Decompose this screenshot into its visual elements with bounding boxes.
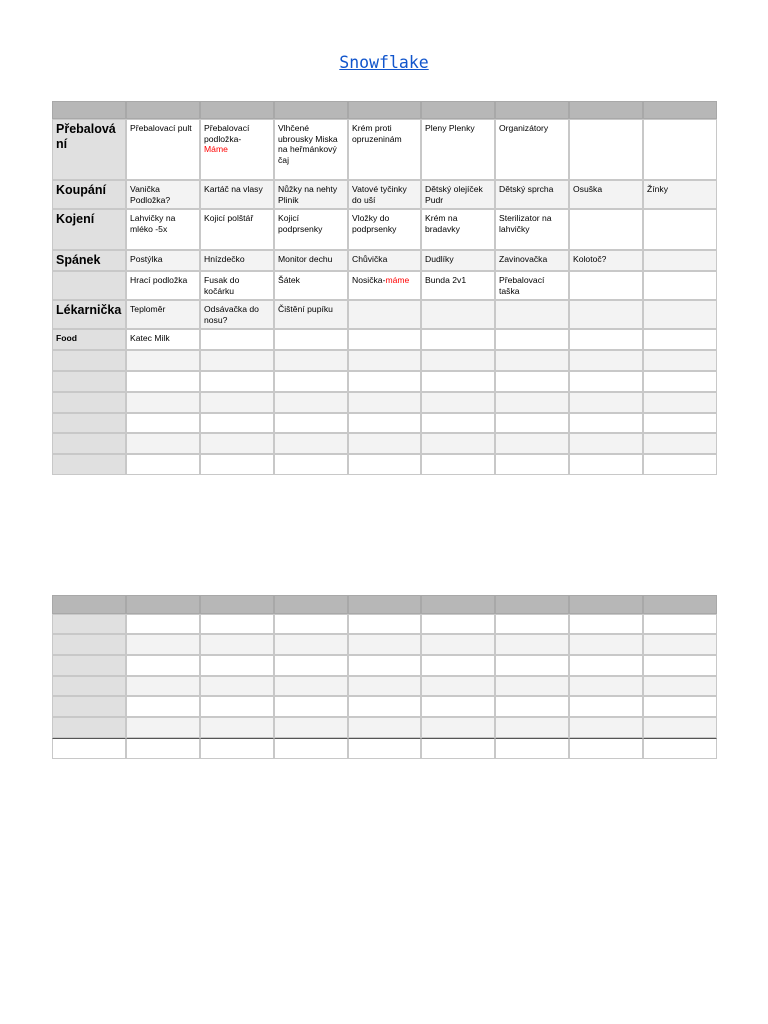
- cell-text: Dětský olejíček Pudr: [425, 184, 483, 205]
- table-cell[interactable]: [348, 329, 421, 350]
- table-cell[interactable]: [643, 209, 717, 250]
- table-cell[interactable]: [569, 250, 643, 271]
- table-cell[interactable]: [348, 433, 421, 454]
- table-cell[interactable]: [348, 180, 421, 209]
- table-cell[interactable]: [421, 454, 495, 475]
- table-cell[interactable]: [274, 271, 348, 300]
- table-cell[interactable]: [643, 454, 717, 475]
- table-cell[interactable]: [569, 119, 643, 180]
- table-cell[interactable]: [274, 454, 348, 475]
- cell-text: Vlhčené ubrousky Miska na heřmánkový čaj: [278, 123, 338, 165]
- table-cell[interactable]: [495, 209, 569, 250]
- table-cell[interactable]: [421, 271, 495, 300]
- table-cell[interactable]: [126, 696, 200, 717]
- cell-text: Šátek: [278, 275, 300, 285]
- table-cell[interactable]: [643, 696, 717, 717]
- table-cell[interactable]: [126, 119, 200, 180]
- cell-text: Přebalovací taška: [499, 275, 545, 296]
- table-cell[interactable]: [643, 634, 717, 655]
- table-cell[interactable]: [495, 433, 569, 454]
- category-label: ní: [56, 137, 68, 151]
- table-cell[interactable]: [274, 634, 348, 655]
- cell-text: Katec Milk: [130, 333, 170, 343]
- table-cell[interactable]: [274, 717, 348, 738]
- row-header[interactable]: [52, 634, 126, 655]
- cell-text: Teploměr: [130, 304, 166, 314]
- table-cell[interactable]: [274, 371, 348, 392]
- table-cell[interactable]: [126, 371, 200, 392]
- table-cell[interactable]: [274, 433, 348, 454]
- category-label: Přebalová: [56, 122, 116, 136]
- table-cell[interactable]: [126, 209, 200, 250]
- table-cell[interactable]: [126, 413, 200, 433]
- table-cell[interactable]: [274, 180, 348, 209]
- table-cell[interactable]: [569, 300, 643, 329]
- table-cell[interactable]: [274, 614, 348, 634]
- column-header: [643, 101, 717, 119]
- table-cell[interactable]: [348, 634, 421, 655]
- table-cell[interactable]: [421, 329, 495, 350]
- column-header: [52, 595, 126, 614]
- table-cell[interactable]: [126, 676, 200, 696]
- table-cell[interactable]: [643, 250, 717, 271]
- table-cell[interactable]: [126, 350, 200, 371]
- table-cell[interactable]: [200, 119, 274, 180]
- cell-text: Chůvička: [352, 254, 388, 264]
- table-cell[interactable]: [569, 696, 643, 717]
- table-cell[interactable]: [348, 454, 421, 475]
- table-cell[interactable]: [569, 350, 643, 371]
- table-cell[interactable]: [421, 717, 495, 738]
- table-cell[interactable]: [643, 433, 717, 454]
- row-header[interactable]: [52, 350, 126, 371]
- table-cell[interactable]: [348, 209, 421, 250]
- table-cell[interactable]: [126, 738, 200, 759]
- column-header: [495, 595, 569, 614]
- cell-text-highlight: Máme: [204, 144, 228, 154]
- table-cell[interactable]: [643, 300, 717, 329]
- table-cell[interactable]: [200, 717, 274, 738]
- column-header: [348, 101, 421, 119]
- table-cell[interactable]: [569, 655, 643, 676]
- cell-text: Kojicí podprsenky: [278, 213, 323, 234]
- table-cell[interactable]: [421, 392, 495, 413]
- column-header: [569, 595, 643, 614]
- table-cell[interactable]: [421, 655, 495, 676]
- table-cell[interactable]: [643, 329, 717, 350]
- cell-text: Lahvičky na mléko -5x: [130, 213, 176, 234]
- table-cell[interactable]: [569, 413, 643, 433]
- table-cell[interactable]: [569, 676, 643, 696]
- table-cell[interactable]: [274, 209, 348, 250]
- cell-text: Kolotoč?: [573, 254, 607, 264]
- table-cell[interactable]: [274, 250, 348, 271]
- table-cell[interactable]: [126, 300, 200, 329]
- table-cell[interactable]: [200, 271, 274, 300]
- table-cell[interactable]: [348, 655, 421, 676]
- table-cell[interactable]: [126, 392, 200, 413]
- table-cell[interactable]: [126, 634, 200, 655]
- table-cell[interactable]: [200, 250, 274, 271]
- column-header: [421, 595, 495, 614]
- row-header[interactable]: [52, 180, 126, 209]
- table-cell[interactable]: [274, 676, 348, 696]
- table-cell[interactable]: [126, 614, 200, 634]
- table-cell[interactable]: [348, 676, 421, 696]
- table-cell[interactable]: [126, 329, 200, 350]
- table-cell[interactable]: [421, 350, 495, 371]
- table-cell[interactable]: [495, 300, 569, 329]
- column-header: [126, 595, 200, 614]
- table-cell[interactable]: [421, 209, 495, 250]
- table-cell[interactable]: [348, 413, 421, 433]
- table-cell[interactable]: [348, 271, 421, 300]
- cell-text: Hnízdečko: [204, 254, 245, 264]
- table-cell[interactable]: [495, 392, 569, 413]
- category-label: Koupání: [56, 183, 106, 197]
- table-cell[interactable]: [348, 614, 421, 634]
- cell-text: Vatové tyčinky do uší: [352, 184, 407, 205]
- row-header[interactable]: [52, 433, 126, 454]
- column-header: [495, 101, 569, 119]
- table-cell[interactable]: [569, 180, 643, 209]
- cell-text: Vanička Podložka?: [130, 184, 171, 205]
- table-cell[interactable]: [200, 300, 274, 329]
- cell-text: Bunda 2v1: [425, 275, 467, 285]
- table-cell[interactable]: [348, 696, 421, 717]
- table-cell[interactable]: [200, 329, 274, 350]
- column-header: [274, 595, 348, 614]
- table-cell[interactable]: [643, 392, 717, 413]
- cell-text-highlight: máme: [385, 275, 410, 285]
- row-header[interactable]: [52, 655, 126, 676]
- row-header[interactable]: [52, 119, 126, 180]
- table-cell[interactable]: [495, 634, 569, 655]
- column-header: [126, 101, 200, 119]
- table-cell[interactable]: [274, 413, 348, 433]
- table-cell[interactable]: [421, 676, 495, 696]
- table-cell[interactable]: [348, 392, 421, 413]
- column-header: [200, 101, 274, 119]
- table-cell[interactable]: [643, 717, 717, 738]
- table-cell[interactable]: [421, 433, 495, 454]
- table-cell[interactable]: [495, 696, 569, 717]
- table-cell[interactable]: [200, 350, 274, 371]
- cell-text: Krém proti opruzeninám: [352, 123, 402, 144]
- table-cell[interactable]: [274, 350, 348, 371]
- cell-text: Kojicí polštář: [204, 213, 254, 223]
- table-cell[interactable]: [126, 454, 200, 475]
- row-header[interactable]: [52, 717, 126, 738]
- table-cell[interactable]: [643, 350, 717, 371]
- table-cell[interactable]: [569, 717, 643, 738]
- table-cell[interactable]: [495, 271, 569, 300]
- column-header: [200, 595, 274, 614]
- cell-text: Sterilizator na lahvičky: [499, 213, 552, 234]
- table-cell[interactable]: [421, 180, 495, 209]
- table-cell[interactable]: [569, 738, 643, 759]
- table-cell[interactable]: [200, 696, 274, 717]
- table-cell[interactable]: [495, 250, 569, 271]
- cell-text: Čištění pupíku: [278, 304, 333, 314]
- table-cell[interactable]: [643, 655, 717, 676]
- column-header: [643, 595, 717, 614]
- cell-text: Organizátory: [499, 123, 549, 133]
- table-cell[interactable]: [348, 717, 421, 738]
- table-cell[interactable]: [495, 371, 569, 392]
- table-cell[interactable]: [200, 392, 274, 413]
- row-header[interactable]: [52, 271, 126, 300]
- table-cell[interactable]: [569, 392, 643, 413]
- row-header[interactable]: [52, 300, 126, 329]
- table-cell[interactable]: [569, 271, 643, 300]
- table-cell[interactable]: [348, 119, 421, 180]
- column-header: [421, 101, 495, 119]
- table-cell[interactable]: [495, 350, 569, 371]
- table-cell[interactable]: [200, 614, 274, 634]
- table-cell[interactable]: [200, 209, 274, 250]
- table-cell[interactable]: [274, 696, 348, 717]
- table-cell[interactable]: [421, 696, 495, 717]
- table-cell[interactable]: [421, 634, 495, 655]
- document-title[interactable]: Snowflake: [339, 53, 429, 72]
- table-cell[interactable]: [126, 433, 200, 454]
- table-cell[interactable]: [495, 655, 569, 676]
- table-cell[interactable]: [495, 738, 569, 759]
- cell-text: Kartáč na vlasy: [204, 184, 263, 194]
- table-cell[interactable]: [200, 413, 274, 433]
- cell-text: Žínky: [647, 184, 669, 194]
- table-cell[interactable]: [200, 371, 274, 392]
- category-label: Kojení: [56, 212, 95, 226]
- table-cell[interactable]: [274, 392, 348, 413]
- table-cell[interactable]: [274, 738, 348, 759]
- table-cell[interactable]: [421, 300, 495, 329]
- row-header[interactable]: [52, 676, 126, 696]
- cell-text: Krém na bradavky: [425, 213, 460, 234]
- cell-text: Přebalovací podložka-: [204, 123, 250, 144]
- table-cell[interactable]: [200, 738, 274, 759]
- table-cell[interactable]: [643, 614, 717, 634]
- category-label: Lékarnička: [56, 303, 122, 317]
- table-cell[interactable]: [274, 329, 348, 350]
- cell-text: Dětský sprcha: [499, 184, 554, 194]
- table-cell[interactable]: [421, 250, 495, 271]
- column-header: [274, 101, 348, 119]
- cell-text: Hrací podložka: [130, 275, 188, 285]
- column-header: [348, 595, 421, 614]
- table-cell[interactable]: [421, 371, 495, 392]
- table-cell[interactable]: [348, 371, 421, 392]
- row-header[interactable]: [52, 614, 126, 634]
- table-cell[interactable]: [126, 655, 200, 676]
- cell-text: Odsávačka do nosu?: [204, 304, 259, 325]
- cell-text: Vložky do podprsenky: [352, 213, 397, 234]
- table-cell[interactable]: [569, 371, 643, 392]
- table-cell[interactable]: [643, 676, 717, 696]
- cell-text: Přebalovací pult: [130, 123, 192, 133]
- table-cell[interactable]: [348, 300, 421, 329]
- row-header[interactable]: [52, 454, 126, 475]
- table-cell[interactable]: [421, 119, 495, 180]
- cell-text: Dudlíky: [425, 254, 454, 264]
- cell-text: Osuška: [573, 184, 603, 194]
- row-header[interactable]: Food: [52, 329, 126, 350]
- cell-text: Monitor dechu: [278, 254, 333, 264]
- table-cell[interactable]: [126, 250, 200, 271]
- category-label: Spánek: [56, 253, 101, 267]
- row-header[interactable]: [52, 413, 126, 433]
- table-cell[interactable]: [643, 738, 717, 759]
- table-cell[interactable]: [495, 614, 569, 634]
- table-cell[interactable]: [200, 433, 274, 454]
- table-cell[interactable]: [643, 271, 717, 300]
- table-cell[interactable]: [274, 655, 348, 676]
- table-cell[interactable]: [200, 655, 274, 676]
- table-cell[interactable]: [495, 329, 569, 350]
- row-header[interactable]: [52, 696, 126, 717]
- cell-text: Zavinovačka: [499, 254, 548, 264]
- table-cell[interactable]: [495, 413, 569, 433]
- table-cell[interactable]: [421, 614, 495, 634]
- table-cell[interactable]: [126, 180, 200, 209]
- table-cell[interactable]: [348, 250, 421, 271]
- table-cell[interactable]: [200, 676, 274, 696]
- cell-text: Fusak do kočárku: [204, 275, 240, 296]
- table-cell[interactable]: [126, 717, 200, 738]
- table-cell[interactable]: [643, 119, 717, 180]
- table-cell[interactable]: [495, 180, 569, 209]
- table-cell[interactable]: [200, 634, 274, 655]
- row-header[interactable]: [52, 371, 126, 392]
- table-cell[interactable]: [569, 433, 643, 454]
- table-cell[interactable]: [200, 180, 274, 209]
- row-header[interactable]: [52, 738, 126, 759]
- column-header: [52, 101, 126, 119]
- table-cell[interactable]: [643, 371, 717, 392]
- table-cell[interactable]: [569, 614, 643, 634]
- table-cell[interactable]: [569, 329, 643, 350]
- table-cell[interactable]: [495, 676, 569, 696]
- row-header[interactable]: [52, 209, 126, 250]
- table-cell[interactable]: [569, 454, 643, 475]
- table-cell[interactable]: [495, 119, 569, 180]
- table-cell[interactable]: [200, 454, 274, 475]
- table-cell[interactable]: [126, 271, 200, 300]
- cell-text: Postýlka: [130, 254, 163, 264]
- table-cell[interactable]: [421, 413, 495, 433]
- table-cell[interactable]: [569, 634, 643, 655]
- row-header[interactable]: [52, 392, 126, 413]
- table-cell[interactable]: [569, 209, 643, 250]
- table-cell[interactable]: [348, 738, 421, 759]
- table-cell[interactable]: [348, 350, 421, 371]
- cell-text: Nůžky na nehty Plinik: [278, 184, 338, 205]
- table-cell[interactable]: [274, 300, 348, 329]
- table-cell[interactable]: [643, 180, 717, 209]
- cell-text: Pleny Plenky: [425, 123, 475, 133]
- table-cell[interactable]: [643, 413, 717, 433]
- column-header: [569, 101, 643, 119]
- table-cell[interactable]: [274, 119, 348, 180]
- cell-text: Nosička-: [352, 275, 386, 285]
- table-cell[interactable]: [495, 717, 569, 738]
- table-cell[interactable]: [421, 738, 495, 759]
- table-cell[interactable]: [495, 454, 569, 475]
- row-header[interactable]: [52, 250, 126, 271]
